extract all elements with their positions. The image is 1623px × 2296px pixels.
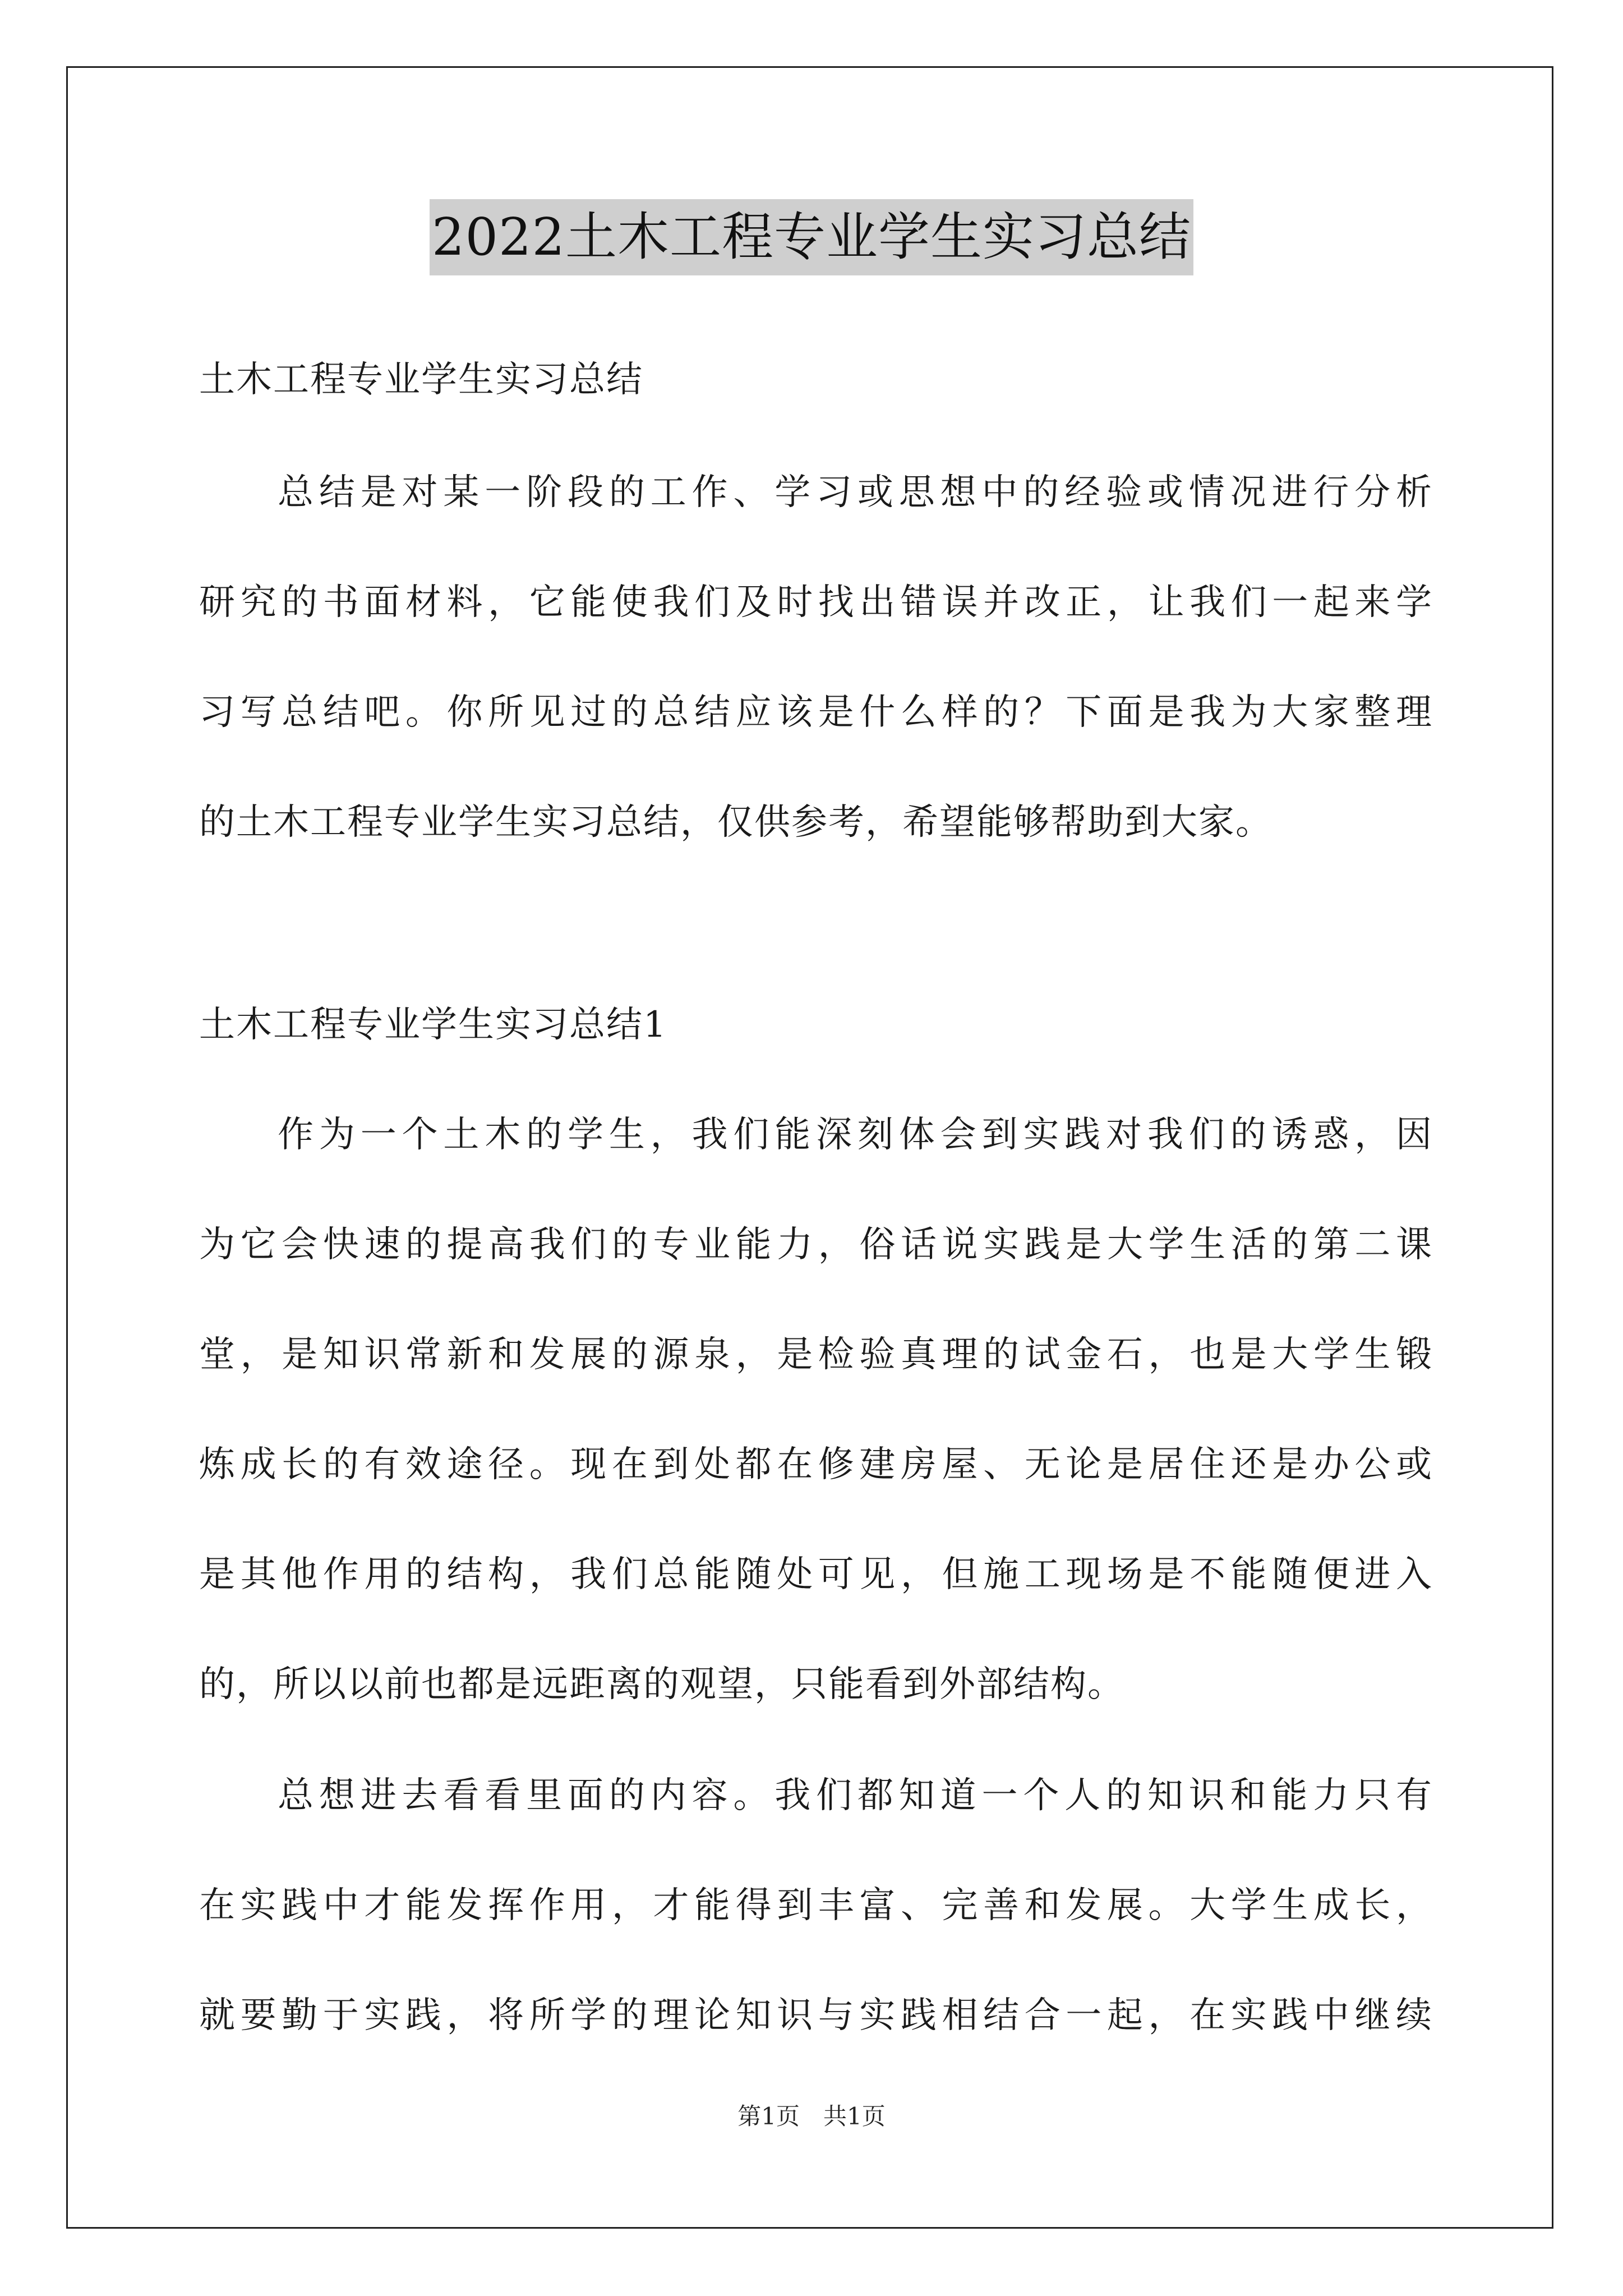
title-container [0, 199, 1623, 275]
paragraph-line: 炼成长的有效途径。现在到处都在修建房屋、无论是居住还是办公或 [199, 1444, 1433, 1485]
paragraph-1 [199, 1080, 1433, 1740]
document-title: 2022土木工程专业学生实习总结 [430, 199, 1193, 275]
paragraph-line: 堂，是知识常新和发展的源泉，是检验真理的试金石，也是大学生锻 [199, 1334, 1433, 1375]
intro-line: 总结是对某一阶段的工作、学习或思想中的经验或情况进行分析 [278, 472, 1433, 513]
intro-line: 的土木工程专业学生实习总结，仅供参考，希望能够帮助到大家。 [199, 802, 1272, 843]
section-heading: 土木工程专业学生实习总结1 [199, 1004, 667, 1046]
document-subtitle: 土木工程专业学生实习总结 [199, 359, 643, 401]
paragraph-line: 在实践中才能发挥作用，才能得到丰富、完善和发展。大学生成长， [199, 1885, 1433, 1926]
intro-paragraph [199, 438, 1433, 877]
paragraph-line: 作为一个土木的学生，我们能深刻体会到实践对我们的诱惑，因 [278, 1114, 1433, 1156]
page-footer: 第1页 共1页 [737, 2102, 886, 2130]
paragraph-line: 就要勤于实践，将所学的理论知识与实践相结合一起，在实践中继续 [199, 1995, 1433, 2036]
paragraph-2 [199, 1741, 1433, 2070]
paragraph-line: 是其他作用的结构，我们总能随处可见，但施工现场是不能随便进入 [199, 1554, 1433, 1595]
paragraph-line: 为它会快速的提高我们的专业能力，俗话说实践是大学生活的第二课 [199, 1224, 1433, 1266]
intro-line: 研究的书面材料，它能使我们及时找出错误并改正，让我们一起来学 [199, 582, 1433, 623]
intro-line: 习写总结吧。你所见过的总结应该是什么样的？下面是我为大家整理 [199, 692, 1433, 733]
paragraph-line: 的，所以以前也都是远距离的观望，只能看到外部结构。 [199, 1664, 1124, 1705]
paragraph-line: 总想进去看看里面的内容。我们都知道一个人的知识和能力只有 [278, 1775, 1433, 1816]
